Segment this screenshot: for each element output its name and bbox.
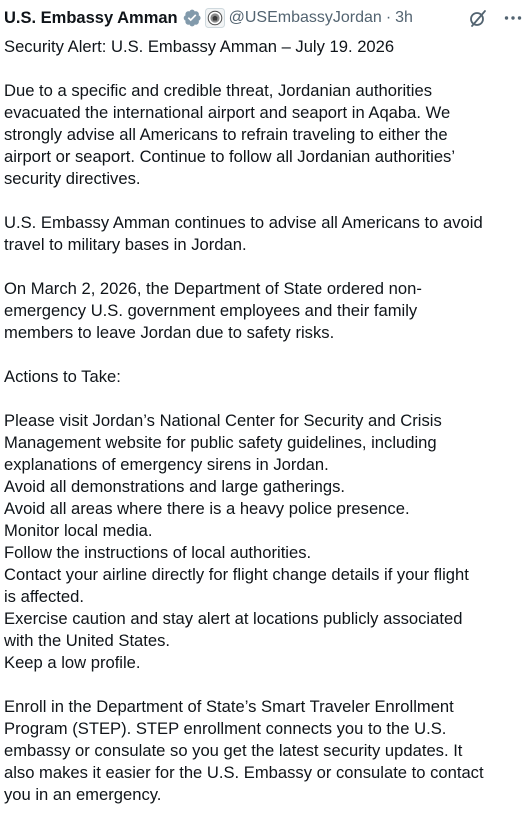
text-line: airport or seaport. Continue to follow all Jordanian authorities’ [4, 147, 456, 166]
text-line: strongly advise all Americans to refrain traveling to either the [4, 125, 448, 144]
text-line: On March 2, 2026, the Department of State ordered non- [4, 279, 422, 298]
text-line: security directives. [4, 169, 141, 188]
text-line: Please visit Jordan’s National Center for Security and Crisis [4, 411, 442, 430]
text-line: is affected. [4, 587, 84, 606]
text-line: members to leave Jordan due to safety risks. [4, 323, 335, 342]
text-line: emergency U.S. government employees and their family [4, 301, 418, 320]
post-header [4, 0, 524, 38]
text-line: Enroll in the Department of State’s Smart Traveler Enrollment [4, 697, 454, 716]
text-line: you in an emergency. [4, 785, 162, 804]
text-line: Security Alert: U.S. Embassy Amman – July 19. 2026 [4, 37, 395, 56]
grok-icon[interactable] [468, 8, 488, 28]
author-handle[interactable]: @USEmbassyJordan [228, 9, 382, 26]
post-paragraph [4, 410, 524, 674]
post-paragraph [4, 696, 524, 806]
text-line: Actions to Take: [4, 367, 121, 386]
text-line: Management website for public safety guidelines, including [4, 433, 437, 452]
verified-badge-icon [182, 8, 202, 28]
embassy-seal-icon [205, 8, 225, 28]
text-line: explanations of emergency sirens in Jordan. [4, 455, 329, 474]
post-time[interactable]: 3h [395, 9, 413, 26]
text-line: embassy or consulate so you get the latest security updates. It [4, 741, 463, 760]
post-paragraph [4, 212, 524, 256]
post-text [4, 36, 524, 806]
more-icon[interactable] [502, 7, 524, 29]
text-line: evacuated the international airport and seaport in Aqaba. We [4, 103, 451, 122]
post-paragraph [4, 36, 524, 58]
text-line: Due to a specific and credible threat, Jordanian authorities [4, 81, 433, 100]
separator-dot: · [385, 9, 392, 26]
text-line: Exercise caution and stay alert at locations publicly associated [4, 609, 463, 628]
post-paragraph [4, 278, 524, 344]
author-name[interactable]: U.S. Embassy Amman [4, 8, 178, 27]
text-line: Avoid all demonstrations and large gatherings. [4, 477, 345, 496]
text-line: Follow the instructions of local authorities. [4, 543, 312, 562]
text-line: Monitor local media. [4, 521, 153, 540]
text-line: Contact your airline directly for flight change details if your flight [4, 565, 469, 584]
text-line: with the United States. [4, 631, 171, 650]
text-line: U.S. Embassy Amman continues to advise all Americans to avoid [4, 213, 483, 232]
text-line: Program (STEP). STEP enrollment connects you to the U.S. [4, 719, 447, 738]
post [4, 0, 524, 828]
text-line: Keep a low profile. [4, 653, 141, 672]
post-paragraph [4, 80, 524, 190]
text-line: also makes it easier for the U.S. Embassy or consulate to contact [4, 763, 484, 782]
text-line: travel to military bases in Jordan. [4, 235, 247, 254]
post-paragraph [4, 366, 524, 388]
text-line: Avoid all areas where there is a heavy police presence. [4, 499, 410, 518]
